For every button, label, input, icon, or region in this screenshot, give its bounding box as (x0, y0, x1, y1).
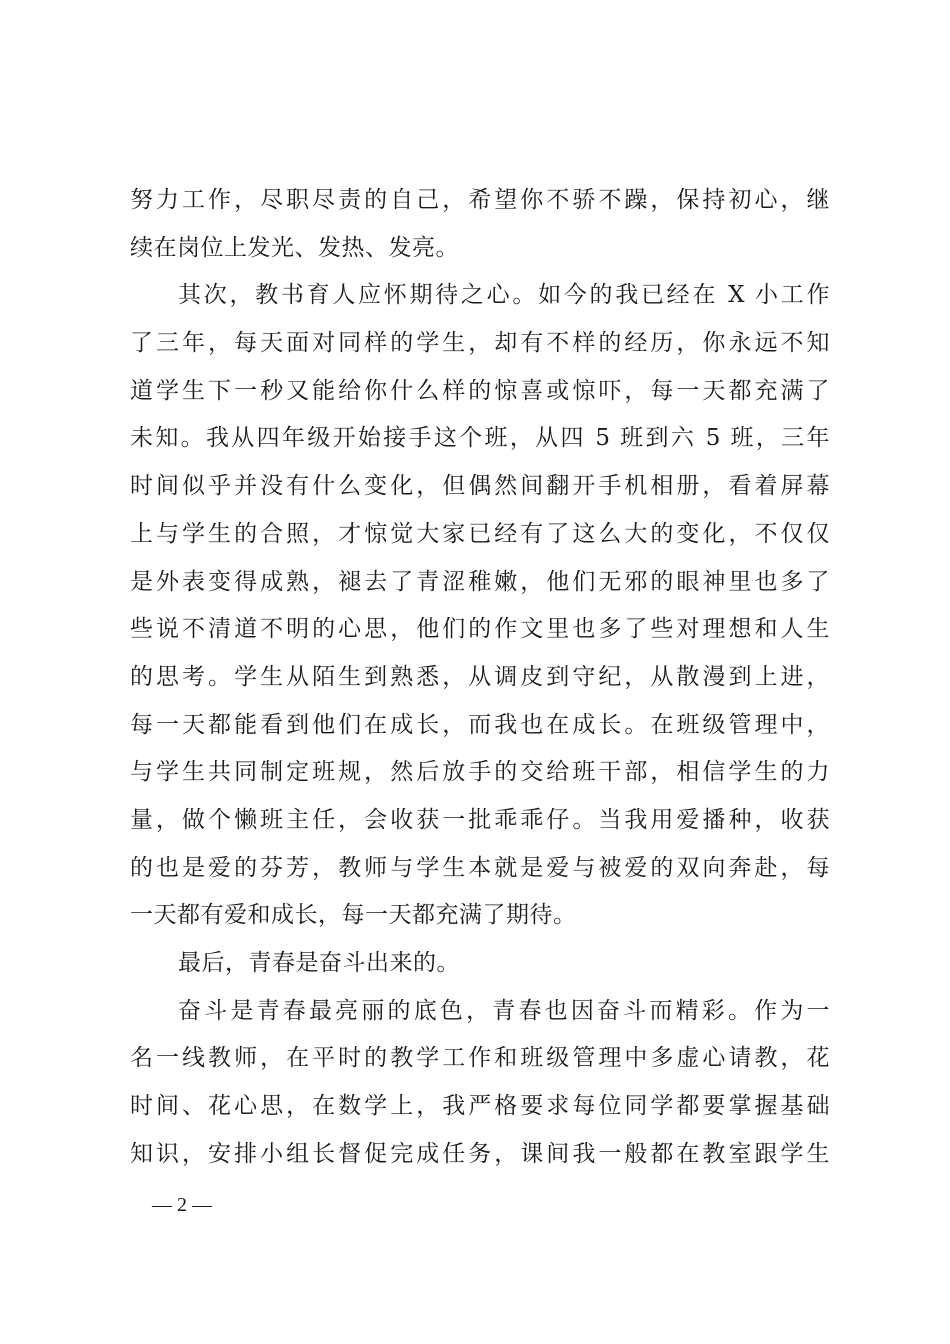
text-line-3: 其次，教书育人应怀期待之心。如今的我已经在 X 小工作 (178, 282, 830, 309)
text-line-19: 名一线教师，在平时的教学工作和班级管理中多虚心请教，花 (130, 1045, 830, 1072)
text-line-10: 些说不清道不明的心思，他们的作文里也多了些对理想和人生 (130, 616, 830, 643)
text-line-5: 道学生下一秒又能给你什么样的惊喜或惊吓，每一天都充满了 (130, 377, 830, 404)
text-line-9: 是外表变得成熟，褪去了青涩稚嫩，他们无邪的眼神里也多了 (130, 568, 830, 595)
text-line-4: 了三年，每天面对同样的学生，却有不样的经历，你永远不知 (130, 330, 830, 357)
page-number: — 2 — (152, 1194, 212, 1216)
text-line-13: 与学生共同制定班规，然后放手的交给班干部，相信学生的力 (130, 759, 830, 786)
text-line-11: 的思考。学生从陌生到熟悉，从调皮到守纪，从散漫到上进， (130, 663, 830, 690)
text-line-15: 的也是爱的芬芳，教师与学生本就是爱与被爱的双向奔赴，每 (130, 854, 830, 881)
text-line-1: 努力工作，尽职尽责的自己，希望你不骄不躁，保持初心，继 (130, 187, 830, 213)
text-line-7: 时间似乎并没有什么变化，但偶然间翻开手机相册，看着屏幕 (130, 473, 830, 500)
text-line-21: 知识，安排小组长督促完成任务，课间我一般都在教室跟学生 (130, 1140, 830, 1167)
text-line-17: 最后，青春是奋斗出来的。 (178, 950, 460, 976)
text-line-6: 未知。我从四年级开始接手这个班，从四 5 班到六 5 班，三年 (130, 425, 830, 452)
text-line-2: 续在岗位上发光、发热、发亮。 (130, 234, 459, 261)
text-line-20: 时间、花心思，在数学上，我严格要求每位同学都要掌握基础 (130, 1093, 830, 1120)
document-body (130, 177, 830, 1178)
text-line-16: 一天都有爱和成长，每一天都充满了期待。 (130, 902, 577, 929)
text-line-14: 量，做个懒班主任，会收获一批乖乖仔。当我用爱播种，收获 (130, 806, 830, 833)
text-line-18: 奋斗是青春最亮丽的底色，青春也因奋斗而精彩。作为一 (178, 997, 830, 1024)
text-line-8: 上与学生的合照，才惊觉大家已经有了这么大的变化，不仅仅 (130, 520, 830, 547)
text-line-12: 每一天都能看到他们在成长，而我也在成长。在班级管理中， (130, 711, 830, 738)
